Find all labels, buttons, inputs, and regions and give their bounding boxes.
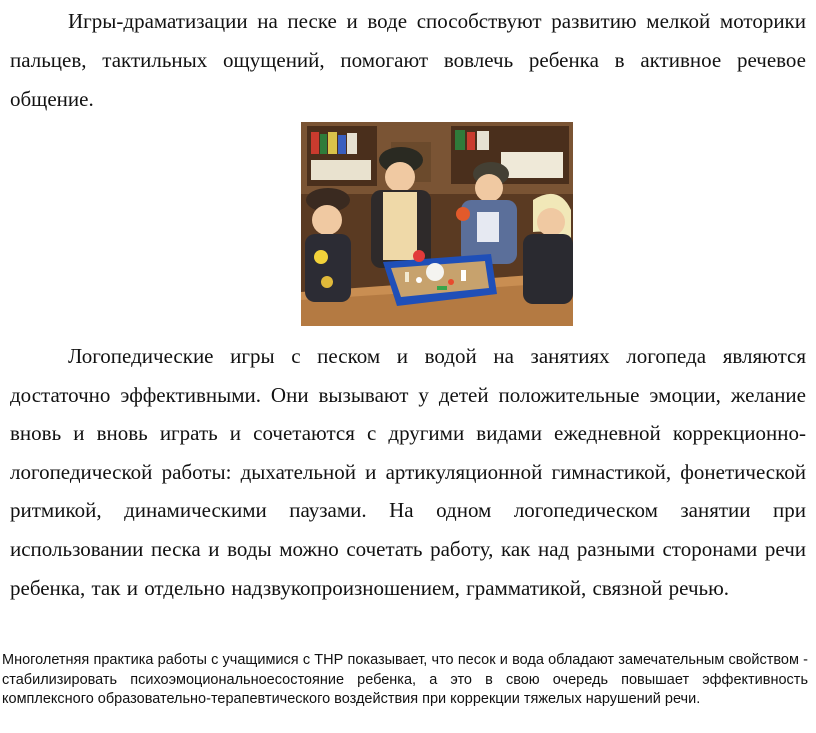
classroom-photo: [301, 122, 573, 326]
practice-note: Многолетняя практика работы с учащимися с ТНР показывает, что песок и вода обладают замечательным свойством - стабилизировать психоэмоциональноесостояние ребенка, а это в свою очередь повышает эффективность комплексного образовательно-терапевтического воздействия при коррекции тяжелых нарушений речи.: [2, 652, 808, 708]
paragraph-speech-therapy-games: Логопедические игры с песком и водой на занятиях логопеда являются достаточно эффективными. Они вызывают у детей положительные эмоции, желание вновь и вновь играть и сочетаются с другими видами ежедневной коррекционно-логопедической работы: дыхательной и артикуляционной гимнастикой, фонетической ритмикой, динамическими паузами. На одном логопедическом занятии при использовании песка и воды можно сочетать работу, как над разными сторонами речи ребенка, так и отдельно надзвукопроизношением, грамматикой, связной речью.: [10, 344, 806, 600]
paragraph-sand-water-games: Игры-драматизации на песке и воде способствуют развитию мелкой моторики пальцев, тактильных ощущений, помогают вовлечь ребенка в активное речевое общение.: [10, 9, 806, 111]
children-playing-sand-tray-image: [301, 122, 573, 326]
